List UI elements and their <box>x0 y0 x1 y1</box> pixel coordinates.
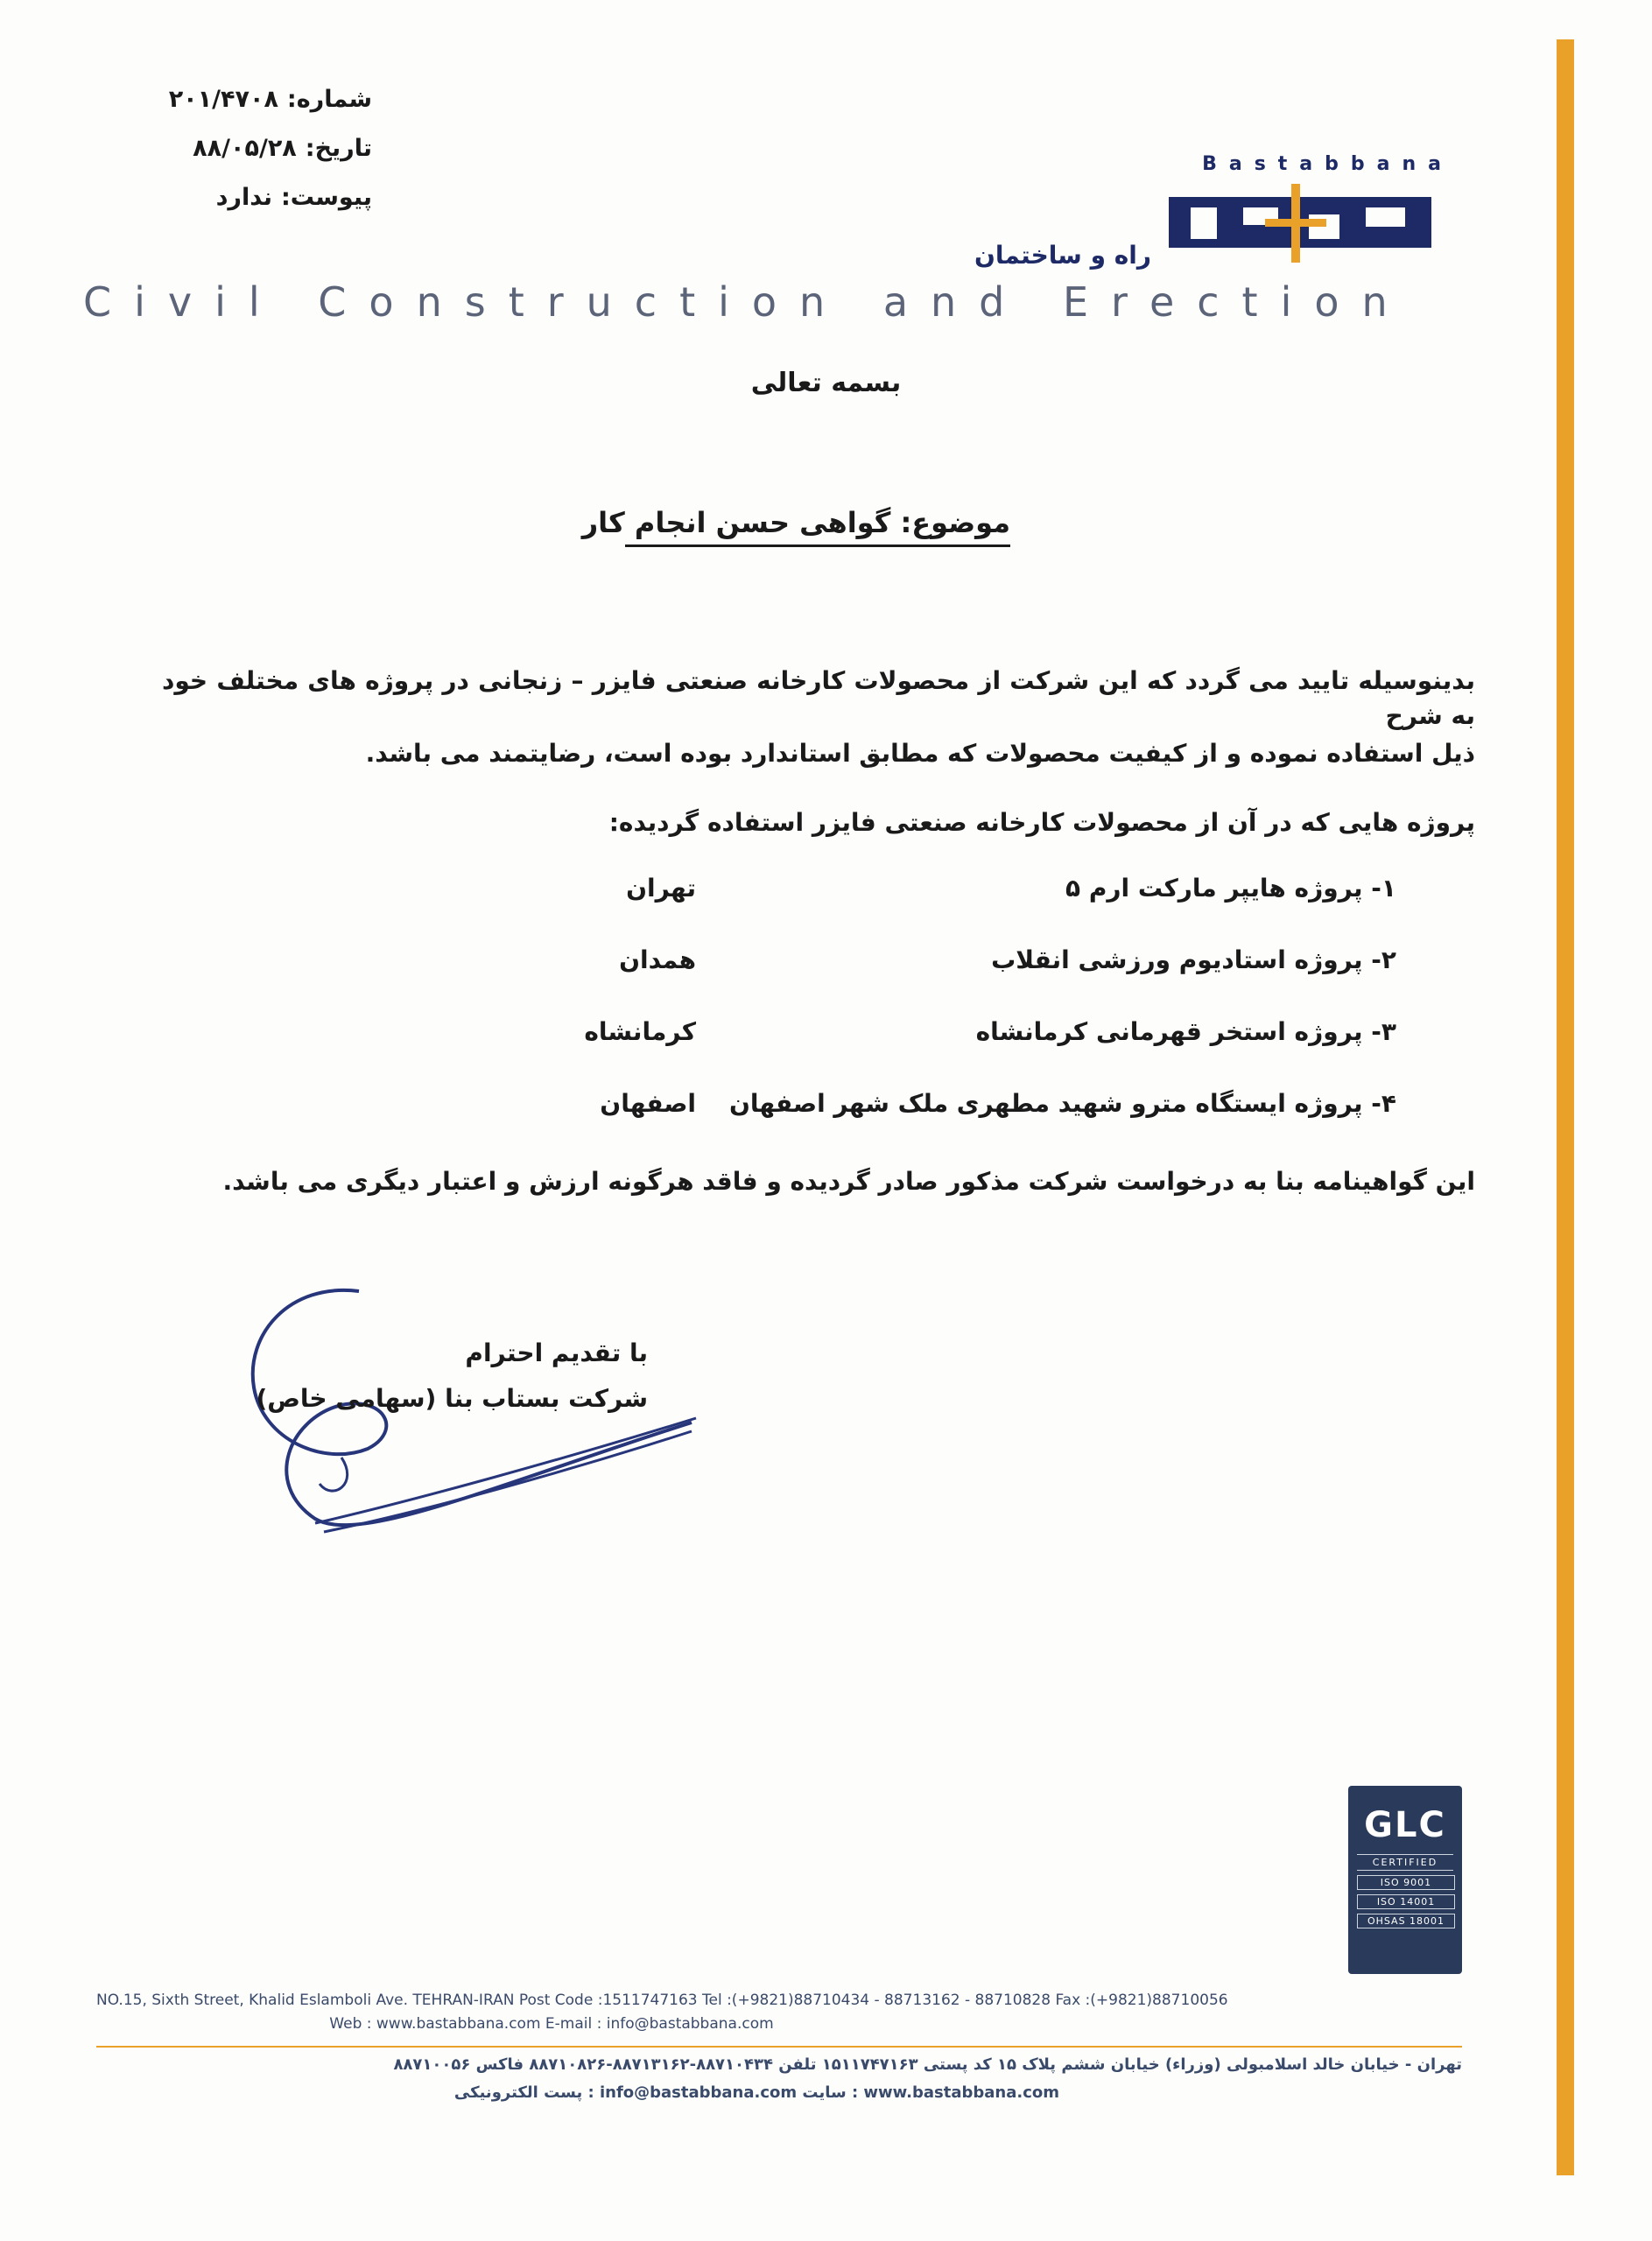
orange-side-bar <box>1557 39 1574 2175</box>
letter-date-row <box>162 124 372 173</box>
company-logo <box>967 153 1475 285</box>
letter-subject: موضوع: گواهی حسن انجام کار <box>625 506 1010 547</box>
project-city: همدان <box>619 945 696 974</box>
list-item <box>560 1015 1396 1086</box>
project-city: کرمانشاه <box>584 1017 696 1046</box>
letter-date-label: تاریخ: <box>305 135 372 162</box>
list-item <box>560 871 1396 943</box>
list-item <box>560 943 1396 1015</box>
body-paragraph-2: ذیل استفاده نموده و از کیفیت محصولات که مطابق استاندارد بوده است، رضایتمند می باشد. <box>365 739 1475 768</box>
letter-attachment-label: پیوست: <box>280 184 372 211</box>
glc-certification-badge <box>1348 1786 1462 1974</box>
glc-certified-label: CERTIFIED <box>1357 1854 1453 1871</box>
project-name: ۲- پروژه استادیوم ورزشی انقلاب <box>991 945 1396 974</box>
footer-address-fa: تهران - خیابان خالد اسلامبولی (وزراء) خیابان ششم پلاک ۱۵ کد پستی ۱۵۱۱۷۴۷۱۶۳ تلفن ۸۸۷۱۰۴۳۴-۸۸۷۱۳۱۶۲-۸۸۷۱۰۸۲۶ فاکس ۸۸۷۱۰۰۵۶ <box>393 2055 1462 2074</box>
project-name: ۴- پروژه ایستگاه مترو شهید مطهری ملک شهر اصفهان <box>728 1089 1396 1118</box>
list-item <box>560 1086 1396 1158</box>
letter-attachment-row <box>162 173 372 222</box>
letter-date-value: ۸۸/۰۵/۲۸ <box>193 135 297 162</box>
footer-address-en: NO.15, Sixth Street, Khalid Eslamboli Ave. TEHRAN-IRAN Post Code :1511747163 Tel :(+9821)88710434 - 88713162 - 88710828 Fax :(+9821)88710056 <box>96 1992 1228 2009</box>
letter-number-label: شماره: <box>286 86 372 113</box>
project-city: اصفهان <box>600 1089 696 1118</box>
logo-persian-text: راه و ساختمان <box>974 241 1151 270</box>
letter-number-value: ۲۰۱/۴۷۰۸ <box>168 86 278 113</box>
logo-latin-text: Bastabbana <box>1202 153 1453 175</box>
company-tagline <box>83 278 1453 331</box>
project-city: تهران <box>626 874 696 903</box>
project-name: ۱- پروژه هایپر مارکت ارم ۵ <box>1065 874 1396 903</box>
company-name-line: شرکت بستاب بنا (سهامی خاص) <box>256 1384 648 1413</box>
letter-attachment-value: ندارد <box>215 184 272 211</box>
glc-iso-14001: ISO 14001 <box>1357 1894 1455 1909</box>
body-paragraph-1: بدینوسیله تایید می گردد که این شرکت از محصولات کارخانه صنعتی فایزر – زنجانی در پروژه های مختلف خود به شرح <box>162 666 1475 730</box>
closing-sentence: این گواهینامه بنا به درخواست شرکت مذکور صادر گردیده و فاقد هرگونه ارزش و اعتبار دیگری می باشد. <box>222 1167 1475 1196</box>
company-tagline-text: Civil Construction and Erection <box>83 278 1410 326</box>
signature-icon <box>236 1282 718 1571</box>
glc-title: GLC <box>1364 1805 1446 1845</box>
logo-mark-icon <box>1160 179 1449 267</box>
glc-ohsas-18001: OHSAS 18001 <box>1357 1914 1455 1928</box>
glc-iso-9001: ISO 9001 <box>1357 1875 1455 1890</box>
letter-number-row <box>162 75 372 124</box>
letter-meta <box>162 75 372 222</box>
project-list <box>560 871 1396 1158</box>
basmala: بسمه تعالی <box>750 368 902 398</box>
regards-block <box>228 1331 648 1422</box>
project-name: ۳- پروژه استخر قهرمانی کرمانشاه <box>975 1017 1396 1046</box>
body-paragraph-3: پروژه هایی که در آن از محصولات کارخانه صنعتی فایزر استفاده گردیده: <box>608 808 1475 837</box>
regards-line: با تقدیم احترام <box>465 1338 648 1367</box>
footer-divider <box>96 2046 1462 2048</box>
footer-web-en: Web : www.bastabbana.com E-mail : info@bastabbana.com <box>329 2015 774 2033</box>
footer-web-fa: www.bastabbana.com : سایت info@bastabbana.com : پست الکترونیکی <box>453 2083 1059 2102</box>
